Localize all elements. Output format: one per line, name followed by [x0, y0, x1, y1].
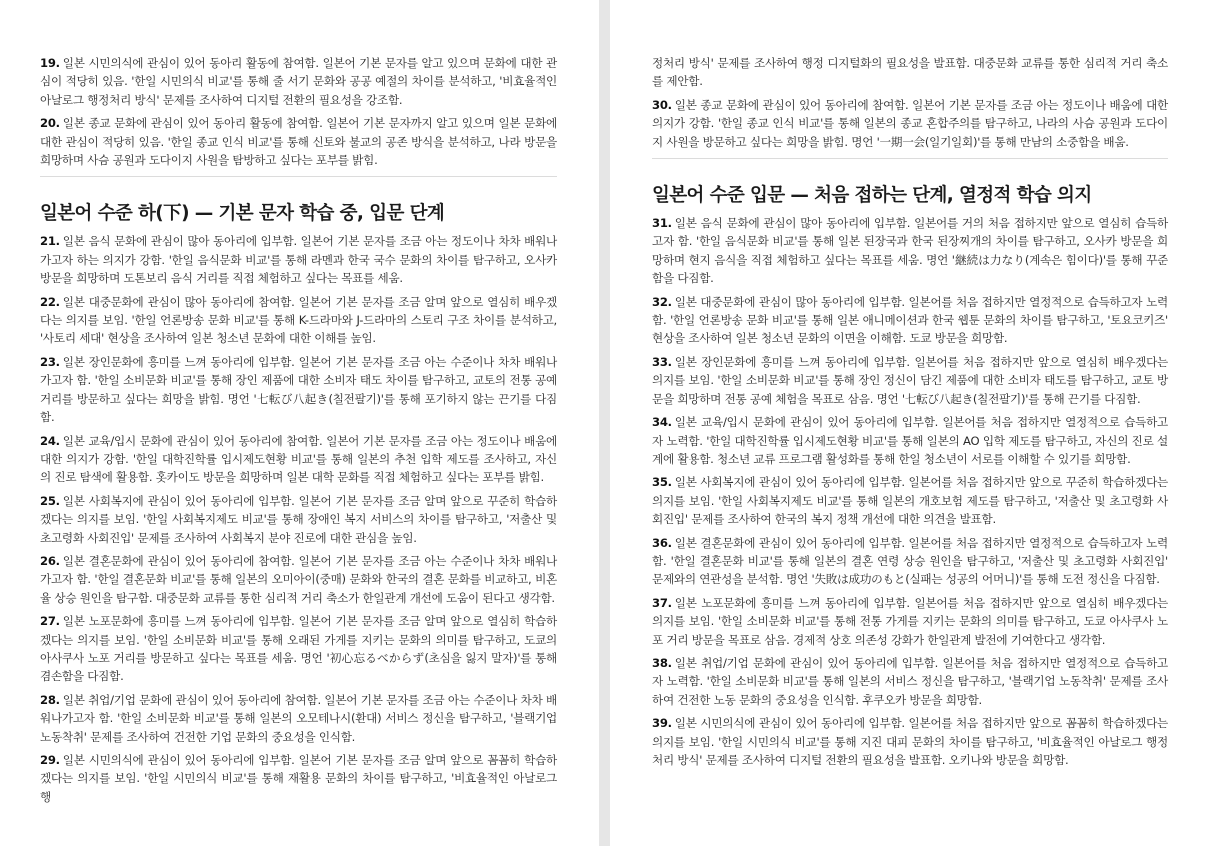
entry-36: [652, 534, 1168, 589]
entry-number: 25.: [40, 493, 60, 508]
entry-38: [652, 654, 1168, 709]
entry-number: 38.: [652, 655, 672, 670]
entry-number: 39.: [652, 716, 672, 731]
entry-text: 일본 대중문화에 관심이 많아 동아리에 입부함. 일본어를 처음 접하지만 열정적으로 습득하고자 노력함. '한일 언론방송 문화 비교'를 통해 일본 애니메이션과 한국 웹툰 문화의 차이를 탐구하고, '토요코키즈' 현상을 조사하여 일본 청소년 문화의 이면을 이해함. 도쿄 방문을 희망함.: [652, 294, 1168, 346]
entry-text: 일본 음식 문화에 관심이 많아 동아리에 입부함. 일본어 기본 문자를 조금 아는 정도이나 차차 배워나가고자 하는 의지가 강함. '한일 음식문화 비교'를 통해 라멘과 한국 국수 문화의 차이를 탐구하고, 오사카 방문을 희망하며 도톤보리 음식 거리를 직접 체험하고 싶다는 목표를 세움.: [40, 234, 557, 286]
entry-text: 일본 종교 문화에 관심이 있어 동아리에 참여함. 일본어 기본 문자를 조금 아는 정도이나 배움에 대한 의지가 강함. '한일 종교 인식 비교'를 통해 일본의 종교 혼합주의를 탐구하고, 나라의 사슴 공원과 도다이지 사원을 방문하고 싶다는 희망을 밝힘. 명언 '一期一会(일기일회)'를 통해 만남의 소중함을 배움.: [652, 97, 1168, 149]
entry-number: 34.: [652, 415, 672, 430]
left-top-entries: [40, 54, 557, 169]
entry-text: 일본 결혼문화에 관심이 있어 동아리에 참여함. 일본어 기본 문자를 조금 아는 수준이나 차차 배워나가고자 함. '한일 결혼문화 비교'를 통해 일본의 오미아이(중매) 문화와 한국의 결혼 문화를 비교하고, 비혼율 상승 원인을 탐구함. 대중문화 교류를 통한 심리적 거리 축소가 한일관계 개선에 도움이 된다고 생각함.: [40, 553, 557, 605]
entry-number: 27.: [40, 614, 60, 629]
left-page: [0, 0, 599, 846]
entry-number: 35.: [652, 475, 672, 490]
entry-text: 일본 취업/기업 문화에 관심이 있어 동아리에 참여함. 일본어 기본 문자를 조금 아는 수준이나 차차 배워나가고자 함. '한일 소비문화 비교'를 통해 일본의 오모테나시(환대) 서비스 정신을 탐구하고, '블랙기업 노동착취' 문제를 조사하여 건전한 기업 문화의 중요성을 인식함.: [40, 692, 557, 744]
entry-number: 21.: [40, 234, 60, 249]
entry-text: 일본 음식 문화에 관심이 많아 동아리에 입부함. 일본어를 거의 처음 접하지만 앞으로 열심히 습득하고자 함. '한일 음식문화 비교'를 통해 일본 된장국과 한국 된장찌개의 차이를 탐구하고, 오사카 방문을 희망하며 현지 음식을 직접 체험하고 싶다는 목표를 세움. 명언 '継続は力なり(계속은 힘이다)'를 통해 꾸준함을 다짐함.: [652, 216, 1168, 286]
right-section-entries: [652, 214, 1168, 769]
entry-number: 20.: [40, 116, 60, 131]
entry-number: 19.: [40, 56, 60, 70]
entry-33: [652, 353, 1168, 408]
entry-27: [40, 612, 557, 686]
entry-24: [40, 432, 557, 487]
entry-37: [652, 594, 1168, 649]
entry-number: 32.: [652, 294, 672, 309]
entry-number: 29.: [40, 753, 60, 767]
entry-text: 일본 장인문화에 흥미를 느껴 동아리에 입부함. 일본어를 처음 접하지만 앞으로 열심히 배우겠다는 의지를 보임. '한일 소비문화 비교'를 통해 장인 정신이 담긴 제품에 대한 소비자 태도를 탐구하고, 교토 방문을 희망하며 전통 공예 체험을 목표로 삼음. 명언 '七転び八起き(칠전팔기)'를 통해 끈기를 다짐함.: [652, 354, 1168, 406]
entry-25: [40, 492, 557, 547]
entry-text: 일본 사회복지에 관심이 있어 동아리에 입부함. 일본어를 처음 접하지만 앞으로 꾸준히 학습하겠다는 의지를 보임. '한일 사회복지제도 비교'를 통해 일본의 개호보험 제도를 탐구하고, '저출산 및 초고령화 사회진입' 문제를 조사하여 한국의 복지 정책 개선에 대한 의견을 발표함.: [652, 475, 1168, 527]
entry-26: [40, 552, 557, 607]
entry-30: [652, 96, 1168, 151]
section-title-intro: 일본어 수준 입문 — 처음 접하는 단계, 열정적 학습 의지: [652, 185, 1092, 207]
entry-text: 일본 결혼문화에 관심이 있어 동아리에 입부함. 일본어를 처음 접하지만 열정적으로 습득하고자 노력함. '한일 결혼문화 비교'를 통해 일본의 결혼 연령 상승 원인을 탐구하고, '저출산 및 초고령화 사회진입' 문제와의 연관성을 분석함. 명언 '失敗は成功のもと(실패는 성공의 어머니)'를 통해 도전 정신을 다짐함.: [652, 535, 1168, 587]
entry-number: 28.: [40, 692, 60, 707]
entry-number: 31.: [652, 216, 672, 231]
entry-number: 30.: [652, 97, 672, 112]
entry-29: [40, 751, 557, 806]
entry-number: 23.: [40, 354, 60, 369]
entry-21: [40, 232, 557, 287]
entry-number: 36.: [652, 535, 672, 550]
entry-text: 일본 시민의식에 관심이 있어 동아리에 입부함. 일본어 기본 문자를 조금 알며 앞으로 꼼꼼히 학습하겠다는 의지를 보임. '한일 시민의식 비교'를 통해 재활용 문화의 차이를 탐구하고, '비효율적인 아날로그 행: [40, 753, 557, 804]
entry-31: [652, 214, 1168, 288]
entry-22: [40, 293, 557, 348]
entry-29-continuation: 정처리 방식' 문제를 조사하여 행정 디지털화의 필요성을 발표함. 대중문화 교류를 통한 심리적 거리 축소를 제안함.: [652, 56, 1168, 89]
entry-35: [652, 473, 1168, 528]
entry-text: 일본 교육/입시 문화에 관심이 있어 동아리에 입부함. 일본어를 처음 접하지만 열정적으로 습득하고자 노력함. '한일 대학진학률 입시제도현황 비교'를 통해 일본의 AO 입학 제도를 탐구하고, 자신의 진로 설계에 활용함. 청소년 교류 프로그램 활성화를 통해 한일 청소년이 서로를 이해할 수 있기를 희망함.: [652, 415, 1168, 466]
entry-number: 26.: [40, 553, 60, 568]
entry-32: [652, 293, 1168, 348]
entry-text: 일본 사회복지에 관심이 있어 동아리에 입부함. 일본어 기본 문자를 조금 알며 앞으로 꾸준히 학습하겠다는 의지를 보임. '한일 사회복지제도 비교'를 통해 장애인 복지 서비스의 차이를 탐구하고, '저출산 및 초고령화 사회진입' 문제를 조사하여 사회복지 분야 진로에 대한 관심을 높임.: [40, 493, 557, 545]
entry-number: 22.: [40, 294, 60, 309]
entry-text: 일본 노포문화에 흥미를 느껴 동아리에 입부함. 일본어 기본 문자를 조금 알며 앞으로 열심히 학습하겠다는 의지를 보임. '한일 소비문화 비교'를 통해 오래된 가게를 지키는 문화의 의미를 탐구하고, 도쿄의 아사쿠사 노포 거리를 방문하고 싶다는 목표를 세움. 명언 '初心忘るべからず(초심을 잃지 말자)'를 통해 겸손함을 다짐함.: [40, 614, 557, 684]
entry-number: 37.: [652, 595, 672, 610]
entry-text: 일본 대중문화에 관심이 많아 동아리에 참여함. 일본어 기본 문자를 조금 알며 앞으로 열심히 배우겠다는 의지를 보임. '한일 언론방송 문화 비교'를 통해 K-드라마와 J-드라마의 스토리 구조 차이를 분석하고, '사토리 세대' 현상을 조사하여 일본 청소년 문화에 대한 이해를 높임.: [40, 294, 557, 346]
entry-34: [652, 413, 1168, 468]
right-page: [610, 0, 1210, 846]
entry-19: [40, 54, 557, 109]
entry-number: 24.: [40, 433, 60, 448]
section-divider: [652, 158, 1168, 159]
section-title-beginner: 일본어 수준 하(下) — 기본 문자 학습 중, 입문 단계: [40, 203, 445, 225]
entry-28: [40, 691, 557, 746]
entry-20: [40, 114, 557, 169]
entry-text: 일본 시민의식에 관심이 있어 동아리에 입부함. 일본어를 처음 접하지만 앞으로 꼼꼼히 학습하겠다는 의지를 보임. '한일 시민의식 비교'를 통해 지진 대피 문화의 차이를 탐구하고, '비효율적인 아날로그 행정처리 방식' 문제를 조사하여 디지털 전환의 필요성을 발표함. 오키나와 방문을 희망함.: [652, 716, 1168, 767]
page-gutter: [599, 0, 610, 846]
entry-text: 일본 노포문화에 흥미를 느껴 동아리에 입부함. 일본어를 처음 접하지만 앞으로 열심히 배우겠다는 의지를 보임. '한일 소비문화 비교'를 통해 전통 가게를 지키는 문화의 의미를 탐구하고, 도쿄 아사쿠사 노포 거리 방문을 목표로 삼음. 경제적 상호 의존성 강화가 한일관계 발전에 기여한다고 생각함.: [652, 595, 1168, 647]
entry-text: 일본 장인문화에 흥미를 느껴 동아리에 입부함. 일본어 기본 문자를 조금 아는 수준이나 차차 배워나가고자 함. '한일 소비문화 비교'를 통해 장인 제품에 대한 소비자 태도 차이를 탐구하고, 교토의 전통 공예 거리를 방문하고 싶다는 희망을 밝힘. 명언 '七転び八起き(칠전팔기)'를 통해 포기하지 않는 끈기를 다짐함.: [40, 354, 557, 425]
entry-23: [40, 353, 557, 427]
entry-text: 일본 시민의식에 관심이 있어 동아리 활동에 참여함. 일본어 기본 문자를 알고 있으며 문화에 대한 관심이 적당히 있음. '한일 시민의식 비교'를 통해 줄 서기 문화와 공공 예절의 차이를 분석하고, '비효율적인 아날로그 행정처리 방식' 문제를 조사하여 디지털 전환의 필요성을 강조함.: [40, 56, 557, 107]
entry-text: 일본 취업/기업 문화에 관심이 있어 동아리에 입부함. 일본어를 처음 접하지만 열정적으로 습득하고자 노력함. '한일 소비문화 비교'를 통해 일본의 서비스 정신을 탐구하고, '블랙기업 노동착취' 문제를 조사하여 건전한 노동 문화의 중요성을 인식함. 후쿠오카 방문을 희망함.: [652, 655, 1168, 707]
left-section-entries: [40, 232, 557, 806]
entry-text: 일본 교육/입시 문화에 관심이 있어 동아리에 참여함. 일본어 기본 문자를 조금 아는 정도이나 배움에 대한 의지가 강함. '한일 대학진학률 입시제도현황 비교'를 통해 일본의 추천 입학 제도를 조사하고, 자신의 진로 탐색에 활용함. 홋카이도 방문을 희망하며 일본 대학 문화를 직접 체험하고 싶다는 포부를 밝힘.: [40, 433, 557, 485]
entry-text: 일본 종교 문화에 관심이 있어 동아리 활동에 참여함. 일본어 기본 문자까지 알고 있으며 일본 문화에 대한 관심이 적당히 있음. '한일 종교 인식 비교'를 통해 신토와 불교의 공존 방식을 분석하고, 나라 방문을 희망하며 사슴 공원과 도다이지 사원을 탐방하고 싶다는 포부를 밝힘.: [40, 116, 557, 168]
entry-number: 33.: [652, 354, 672, 369]
section-divider: [40, 176, 557, 177]
entry-39: [652, 714, 1168, 769]
